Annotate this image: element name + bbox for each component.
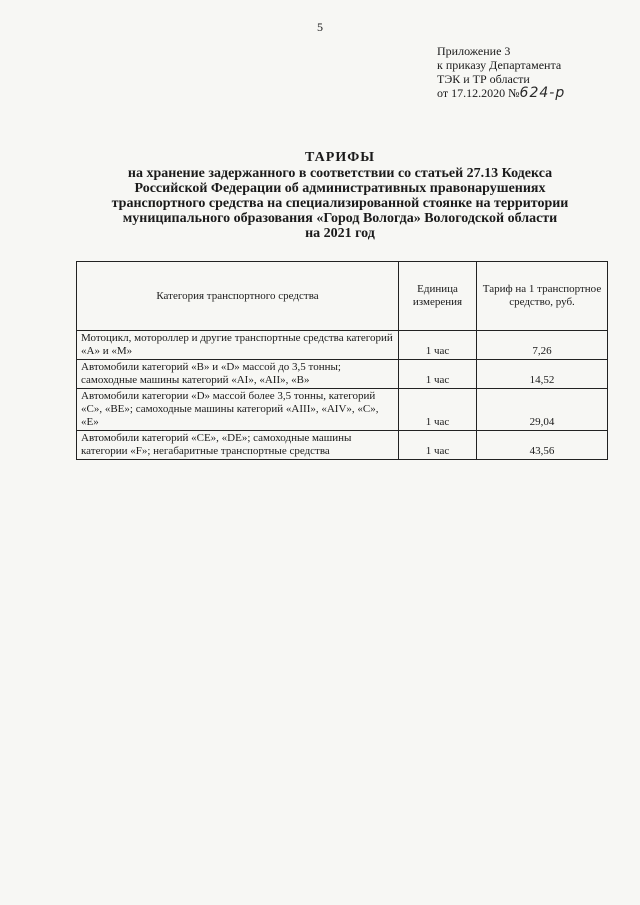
- appendix-line-1: Приложение 3: [437, 44, 511, 58]
- title-line-2: Российской Федерации об административных правонарушениях: [134, 181, 546, 196]
- row-tariff: 43,56: [477, 431, 608, 460]
- header-tariff: Тариф на 1 транспортное средство, руб.: [477, 262, 608, 331]
- title-main: ТАРИФЫ: [305, 150, 375, 165]
- row-unit: 1 час: [399, 360, 477, 389]
- title-line-5: на 2021 год: [305, 226, 375, 241]
- row-tariff: 14,52: [477, 360, 608, 389]
- title-line-3: транспортного средства на специализированной стоянке на территории: [111, 196, 569, 211]
- appendix-line-3: ТЭК и ТР области: [437, 72, 530, 86]
- row-tariff: 7,26: [477, 331, 608, 360]
- row-unit: 1 час: [399, 431, 477, 460]
- order-number-handwritten: 624-р: [519, 85, 566, 101]
- title-line-1: на хранение задержанного в соответствии со статьей 27.13 Кодекса: [127, 166, 553, 181]
- title-line-4: муниципального образования «Город Вологда» Вологодской области: [122, 211, 558, 226]
- page-number: 5: [317, 20, 323, 34]
- row-unit: 1 час: [399, 331, 477, 360]
- row-category: Автомобили категорий «В» и «D» массой до 3,5 тонны; самоходные машины категорий «AI», «AII», «В»: [77, 360, 399, 389]
- table-row: [77, 389, 608, 431]
- row-category: Автомобили категории «D» массой более 3,5 тонны, категорий «С», «BE»; самоходные машины категорий «AIII», «AIV», «С», «Е»: [77, 389, 399, 431]
- appendix-line-2: к приказу Департамента: [437, 58, 562, 72]
- row-category: Мотоцикл, мотороллер и другие транспортные средства категорий «А» и «М»: [77, 331, 399, 360]
- header-unit: Единица измерения: [399, 262, 477, 331]
- table-row: [77, 360, 608, 389]
- appendix-line-4: [437, 86, 627, 100]
- row-unit: 1 час: [399, 389, 477, 431]
- document-title: [90, 150, 590, 241]
- table-row: [77, 331, 608, 360]
- appendix-block: [437, 44, 627, 100]
- appendix-date: от 17.12.2020 №: [437, 86, 520, 100]
- header-category: Категория транспортного средства: [77, 262, 399, 331]
- tariffs-table: [76, 261, 608, 460]
- table-header-row: [77, 262, 608, 331]
- row-tariff: 29,04: [477, 389, 608, 431]
- table-row: [77, 431, 608, 460]
- row-category: Автомобили категорий «СЕ», «DE»; самоходные машины категории «F»; негабаритные транспортные средства: [77, 431, 399, 460]
